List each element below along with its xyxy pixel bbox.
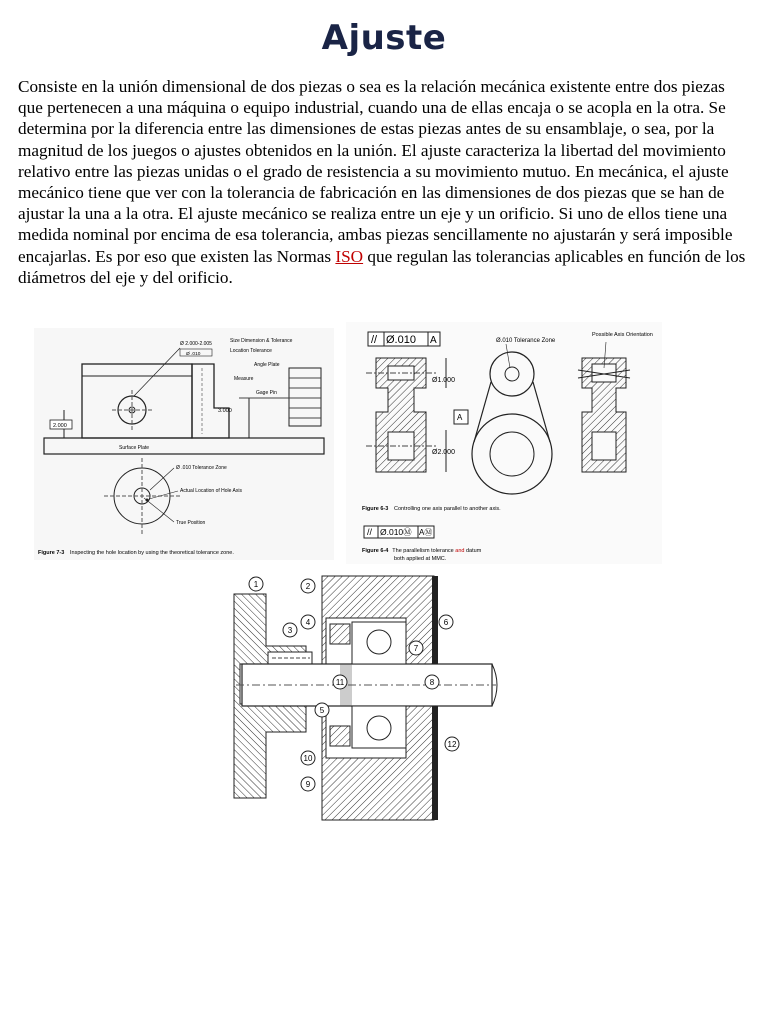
true-position-label: True Position [176,520,206,526]
surface-plate-label: Surface Plate [119,445,150,451]
figure-right-caption2 [362,548,482,554]
iso-link[interactable]: ISO [335,246,364,266]
part-number-10: 10 [303,754,313,763]
figure-right-caption2-a: The parallelism tolerance [392,548,456,554]
location-tolerance-label: Location Tolerance [230,348,272,354]
fcf-tolerance: Ø.010 [386,334,416,346]
dim-3000-label: 3.000 [218,408,232,414]
part-number-9: 9 [305,780,311,789]
figure-left-caption: Inspecting the hole location by using the theoretical tolerance zone. [70,550,234,556]
size-dimension-label: Size Dimension & Tolerance [230,338,293,344]
part-number-12: 12 [447,740,457,749]
part-number-8: 8 [429,678,435,687]
angle-plate-label: Angle Plate [254,362,280,368]
part-number-5: 5 [319,706,325,715]
actual-location-label: Actual Location of Hole Axis [180,488,242,494]
measure-label: Measure [234,376,254,382]
dim-2000-label: 2.000 [53,423,67,429]
datum-a: A [457,413,463,422]
callout-size: Ø 2.000-2.005 [180,341,212,347]
fcf2-datum: AⓂ [419,528,433,537]
part-number-1: 1 [253,580,259,589]
figure-left-caption-number: Figure 7-3 [38,550,65,556]
tolerance-zone-label-right: Ø.010 Tolerance Zone [496,338,556,344]
fcf2-parallel-symbol: // [367,527,373,537]
figure-right-caption2-and: and [455,548,465,554]
gage-pin-label: Gage Pin [256,390,277,396]
tolerance-zone-label: Ø .010 Tolerance Zone [176,465,227,471]
part-number-6: 6 [443,618,449,627]
part-number-4: 4 [305,618,311,627]
hole-inspection-drawing [34,328,334,560]
parallelism-drawing [346,322,662,564]
paragraph-text: Consiste en la unión dimensional de dos piezas o sea es la relación mecánica existente entre dos piezas que pertenecen a una máquina o equipo industrial, cuando una de ellas encaja o se acopla en la otra. Se determina por la diferencia entre las dimensiones de estas piezas antes de su ensamblaje, o sea, por la magnitud de los juegos o ajustes obtenidos en la unión. El ajuste caracteriza la libertad del movimiento relativo entre las piezas unidas o el grado de resistencia a su movimiento mutuo. En mecánica, el ajuste mecánico tiene que ver con la tolerancia de fabricación en las dimensiones de dos piezas que se han de ajustar la una a la otra. El ajuste mecánico se realiza entre un eje y un orificio. Si uno de ellos tiene una medida nominal por encima de esa tolerancia, ambas piezas sencillamente no ajustarán y será imposible encajarlas. Es por eso que existen las Normas [18,77,733,266]
callout-position: Ø .010 [186,352,201,357]
figure-parallelism [346,322,662,564]
figure-bearing-assembly [226,572,538,824]
figure-right-caption1: Controlling one axis parallel to another axis. [394,506,501,512]
figure-hole-inspection [34,328,334,560]
part-number-2: 2 [305,582,311,591]
figure-right-caption2-c: both applied at MMC. [394,556,447,562]
fcf-datum: A [430,335,437,346]
body-paragraph [18,76,746,288]
bearing-assembly-drawing [226,572,538,824]
figure-right-caption2-number: Figure 6-4 [362,548,389,554]
possible-axis-label: Possible Axis Orientation [592,332,653,338]
dim-2000: Ø2.000 [432,449,455,456]
fcf2-tolerance: Ø.010Ⓜ [380,527,412,537]
part-number-7: 7 [413,644,419,653]
page-title: Ajuste [321,18,447,58]
fcf-parallel-symbol: // [371,334,378,346]
dim-1000: Ø1.000 [432,377,455,384]
figure-right-caption1-number: Figure 6-3 [362,506,389,512]
part-number-11: 11 [335,678,345,687]
figure-right-caption2-b: datum [464,548,482,554]
paragraph-text-end: que regulan las tolerancias aplicables en función de los diámetros del eje y del orificio. [18,246,746,287]
part-number-3: 3 [287,626,293,635]
